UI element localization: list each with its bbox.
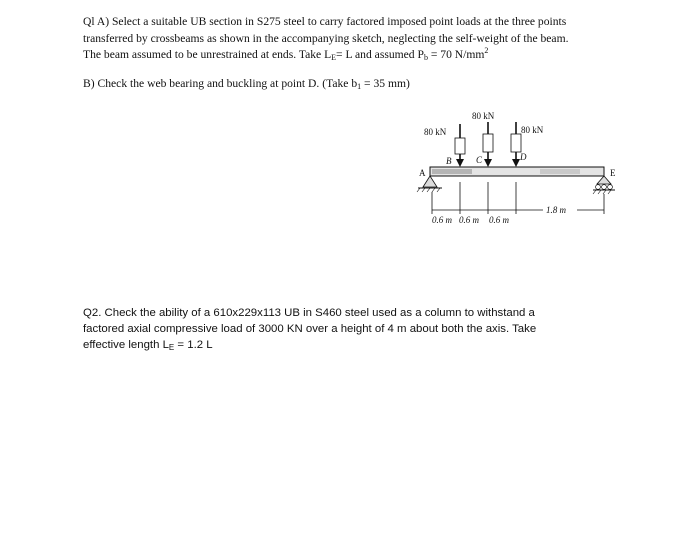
le-subscript: E: [331, 53, 337, 62]
point-c-label: C: [476, 155, 483, 165]
q1b-text: B) Check the web bearing and buckling at point D. (Take b: [83, 77, 358, 90]
load-right-label: 80 kN: [521, 125, 544, 135]
dim-label-3: 0.6 m: [489, 215, 509, 225]
q2-line-3-post: = 1.2 L: [174, 339, 213, 351]
point-a-label: A: [419, 168, 426, 178]
pin-support-left: [417, 176, 442, 192]
roller-support-right: [593, 176, 615, 194]
question-2: [83, 305, 623, 353]
q1a-line-3-text: The beam assumed to be unrestrained at ends. Take L: [83, 48, 332, 61]
crossbeam-b: [455, 138, 465, 154]
q2-line-1: Q2. Check the ability of a 610x229x113 UB in S460 steel used as a column to withstand a: [83, 307, 535, 319]
point-d-label: D: [520, 152, 527, 162]
pb-subscript: b: [423, 53, 428, 62]
q2-le-subscript: E: [168, 343, 175, 352]
crossbeam-d: [511, 134, 521, 152]
question-1a: [83, 14, 643, 64]
q2-line-3: [83, 337, 623, 353]
q1a-line-3: [83, 47, 643, 64]
dimension-lines: [432, 182, 604, 214]
unit-superscript: 2: [484, 46, 489, 55]
q1a-line-2: transferred by crossbeams as shown in the accompanying sketch, neglecting the self-weight of the beam.: [83, 31, 569, 45]
q1a-line-3-post: = 70 N/mm: [427, 48, 485, 61]
dim-label-2: 0.6 m: [459, 215, 479, 225]
point-b-label: B: [446, 156, 452, 166]
dim-label-4: 1.8 m: [546, 205, 566, 215]
q2-line-2: factored axial compressive load of 3000 KN over a height of 4 m about both the axis. Take: [83, 323, 537, 335]
q1b-text-post: = 35 mm): [361, 77, 410, 90]
q2-line-3-text: effective length L: [83, 339, 169, 351]
load-top-label: 80 kN: [472, 111, 495, 121]
q1a-line-1: Ql A) Select a suitable UB section in S275 steel to carry factored imposed point loads at the three points: [83, 15, 567, 28]
q1a-line-3-mid: = L and assumed P: [336, 48, 424, 61]
b1-subscript: 1: [357, 82, 362, 91]
point-e-label: E: [610, 168, 616, 178]
load-left-label: 80 kN: [424, 127, 447, 137]
dim-label-1: 0.6 m: [432, 215, 452, 225]
beam-sketch: [412, 104, 622, 236]
beam-shading-left: [432, 169, 472, 174]
beam-shading-right: [540, 169, 580, 174]
question-1b: [83, 76, 643, 92]
crossbeam-c: [483, 134, 493, 152]
